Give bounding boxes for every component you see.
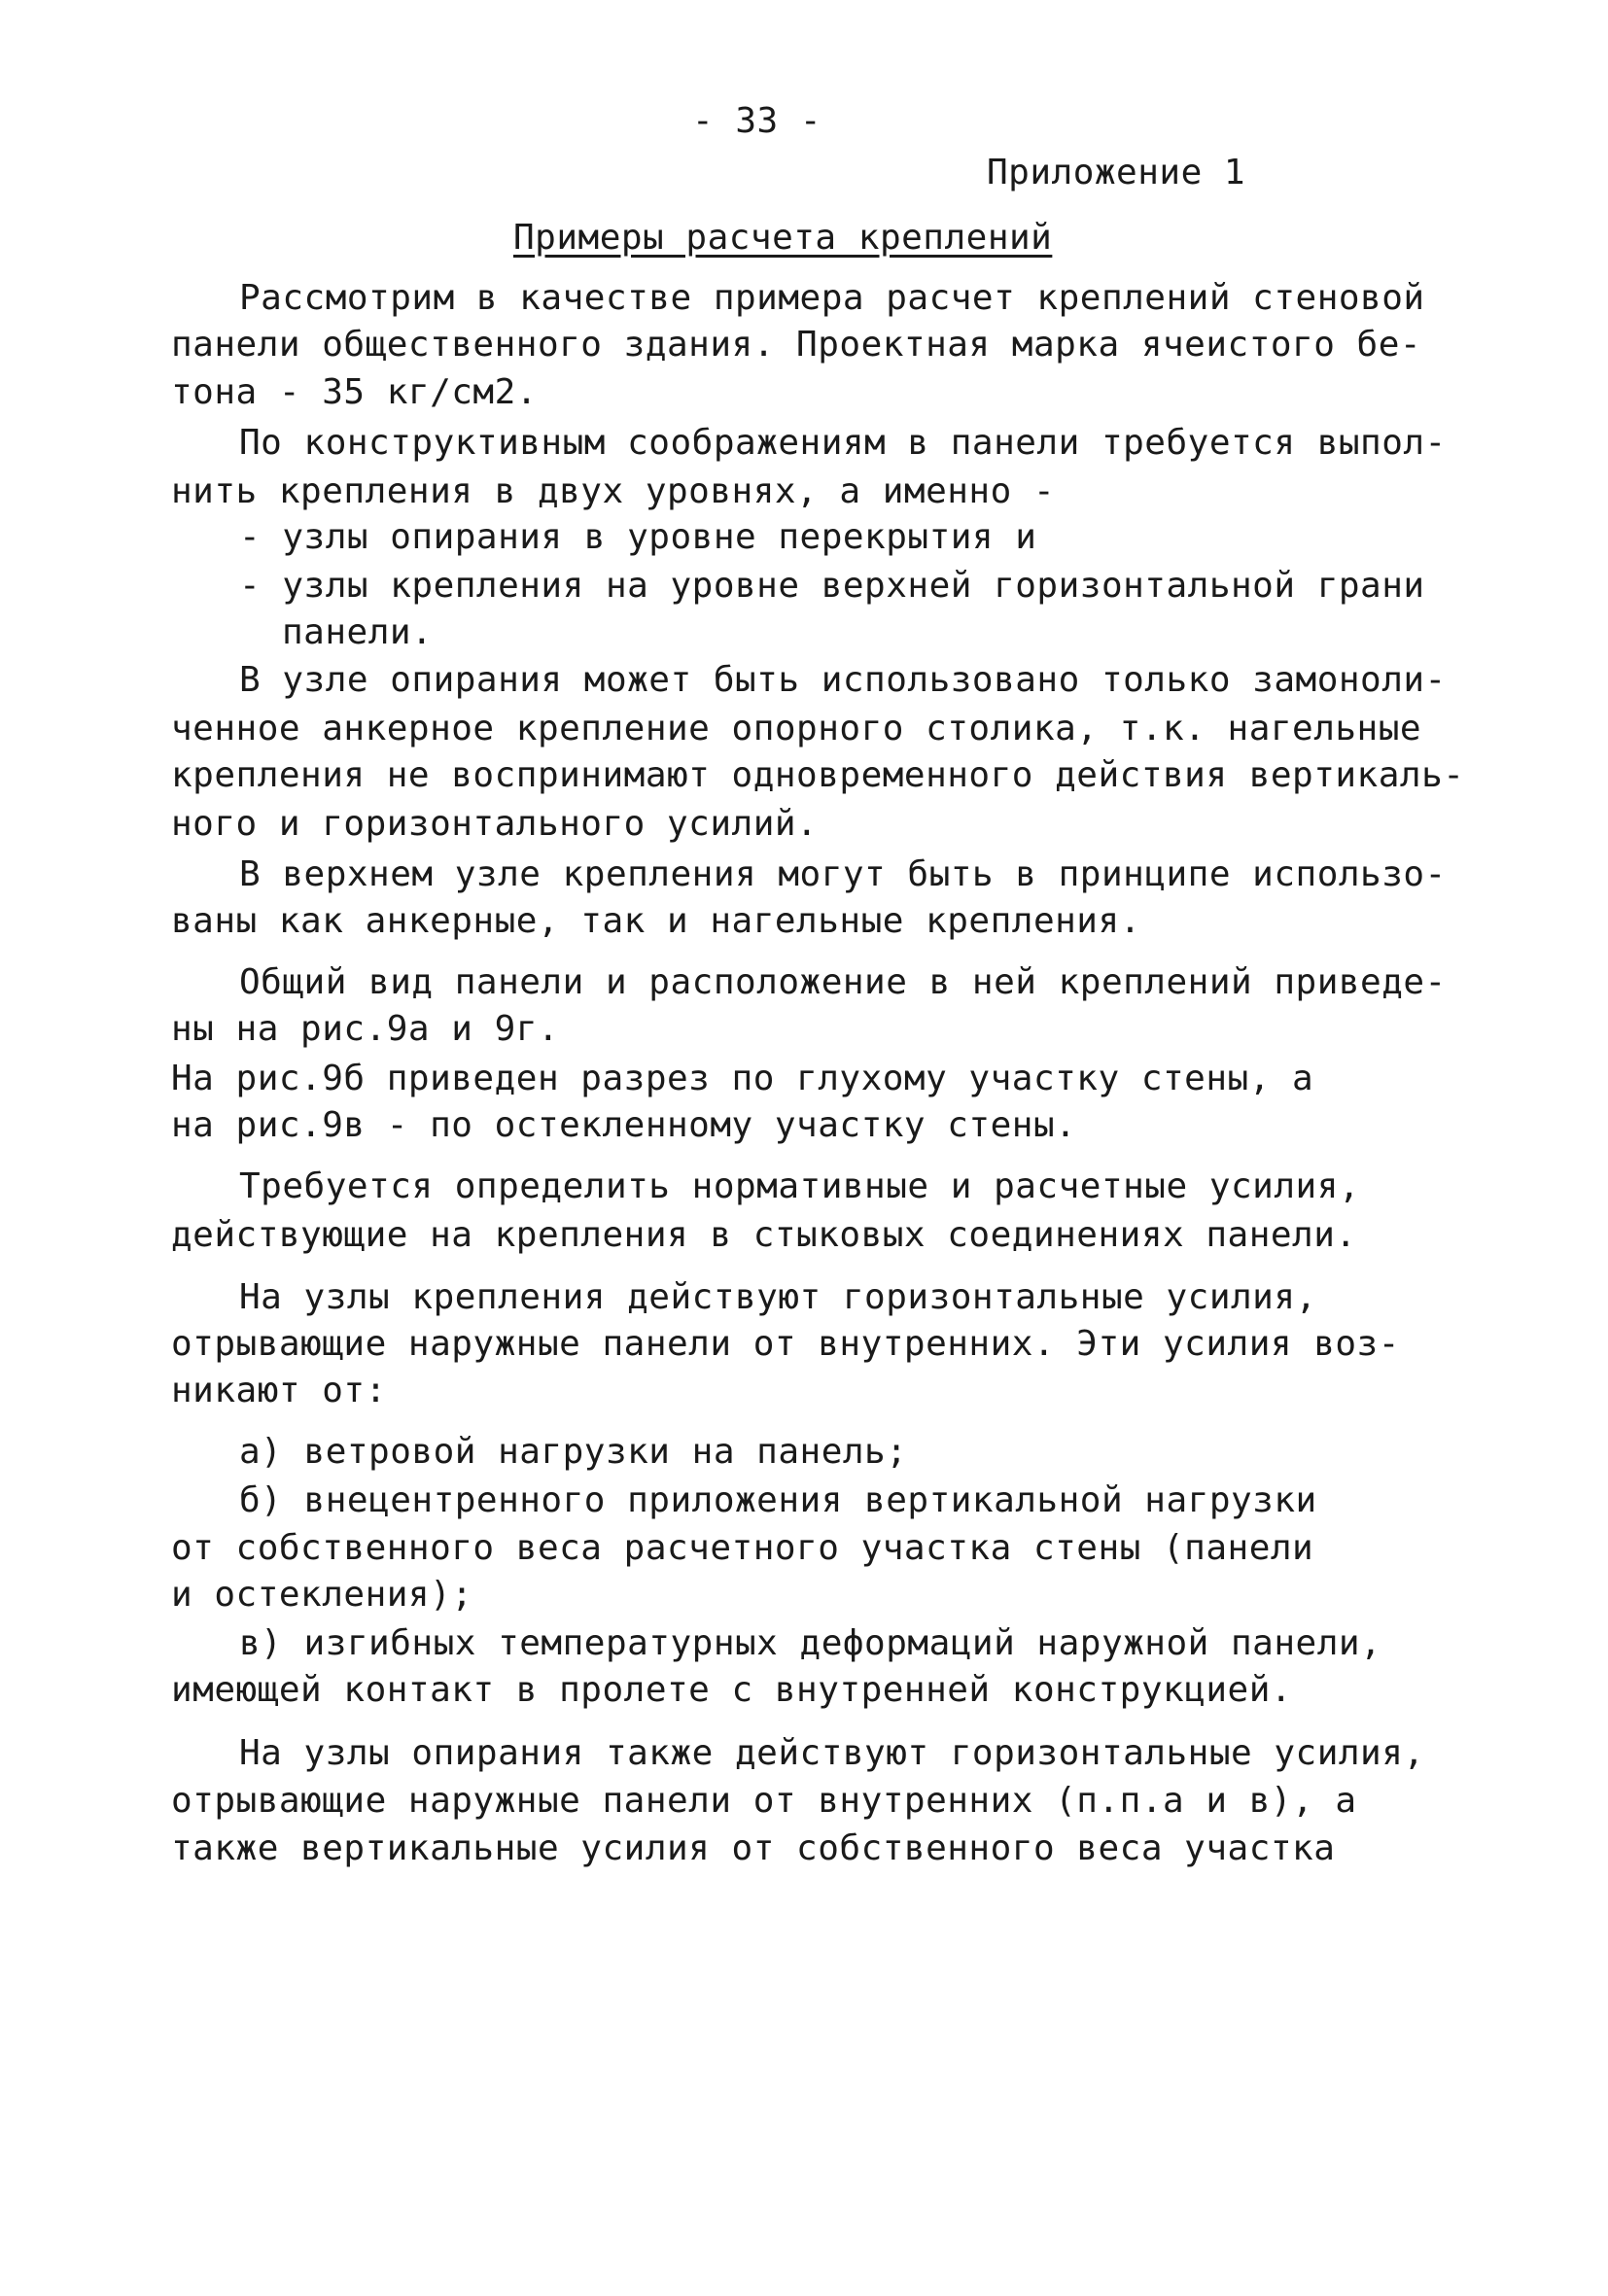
text-line: крепления не воспринимают одновременного действия вертикаль-: [171, 755, 1465, 795]
list-item: б) внецентренного приложения вертикальной нагрузки: [239, 1480, 1317, 1520]
text-line: На узлы опирания также действуют горизонтальные усилия,: [239, 1733, 1425, 1773]
text-line: также вертикальные усилия от собственного веса участка: [171, 1828, 1336, 1868]
text-line: Рассмотрим в качестве примера расчет креплений стеновой: [239, 278, 1425, 318]
text-line: панели общественного здания. Проектная марка ячеистого бе-: [171, 325, 1422, 365]
page-number: - 33 -: [692, 101, 822, 141]
text-line: от собственного веса расчетного участка стены (панели: [171, 1528, 1314, 1568]
appendix-label: Приложение 1: [987, 153, 1246, 192]
text-line: отрывающие наружные панели от внутренних (п.п.а и в), а: [171, 1781, 1357, 1821]
text-line: никают от:: [171, 1371, 387, 1410]
text-line: панели.: [282, 612, 434, 652]
text-line: ны на рис.9а и 9г.: [171, 1009, 560, 1049]
text-line: и остекления);: [171, 1575, 473, 1615]
text-line: На рис.9б приведен разрез по глухому участку стены, а: [171, 1059, 1314, 1098]
text-line: По конструктивным соображениям в панели требуется выпол-: [239, 423, 1447, 463]
text-line: отрывающие наружные панели от внутренних. Эти усилия воз-: [171, 1324, 1400, 1364]
list-item: а) ветровой нагрузки на панель;: [239, 1432, 908, 1472]
text-line: Общий вид панели и расположение в ней креплений приведе-: [239, 962, 1447, 1002]
text-line: В верхнем узле крепления могут быть в принципе использо-: [239, 854, 1447, 894]
text-line: - узлы крепления на уровне верхней горизонтальной грани: [239, 566, 1425, 606]
text-line: В узле опирания может быть использовано только замоноли-: [239, 660, 1447, 700]
text-line: ченное анкерное крепление опорного столика, т.к. нагельные: [171, 709, 1422, 748]
text-line: тона - 35 кг/см2.: [171, 372, 538, 412]
text-line: на рис.9в - по остекленному участку стены.: [171, 1105, 1077, 1145]
text-line: нить крепления в двух уровнях, а именно -: [171, 471, 1056, 511]
text-line: Требуется определить нормативные и расчетные усилия,: [239, 1166, 1361, 1206]
text-line: ного и горизонтального усилий.: [171, 804, 819, 844]
text-line: действующие на крепления в стыковых соединениях панели.: [171, 1215, 1357, 1255]
text-line: ваны как анкерные, так и нагельные крепления.: [171, 901, 1141, 941]
text-line: - узлы опирания в уровне перекрытия и: [239, 517, 1037, 557]
text-line: имеющей контакт в пролете с внутренней конструкцией.: [171, 1670, 1293, 1710]
text-line: На узлы крепления действуют горизонтальные усилия,: [239, 1277, 1317, 1317]
page-title: Примеры расчета креплений: [513, 218, 1053, 258]
list-item: в) изгибных температурных деформаций наружной панели,: [239, 1623, 1382, 1663]
